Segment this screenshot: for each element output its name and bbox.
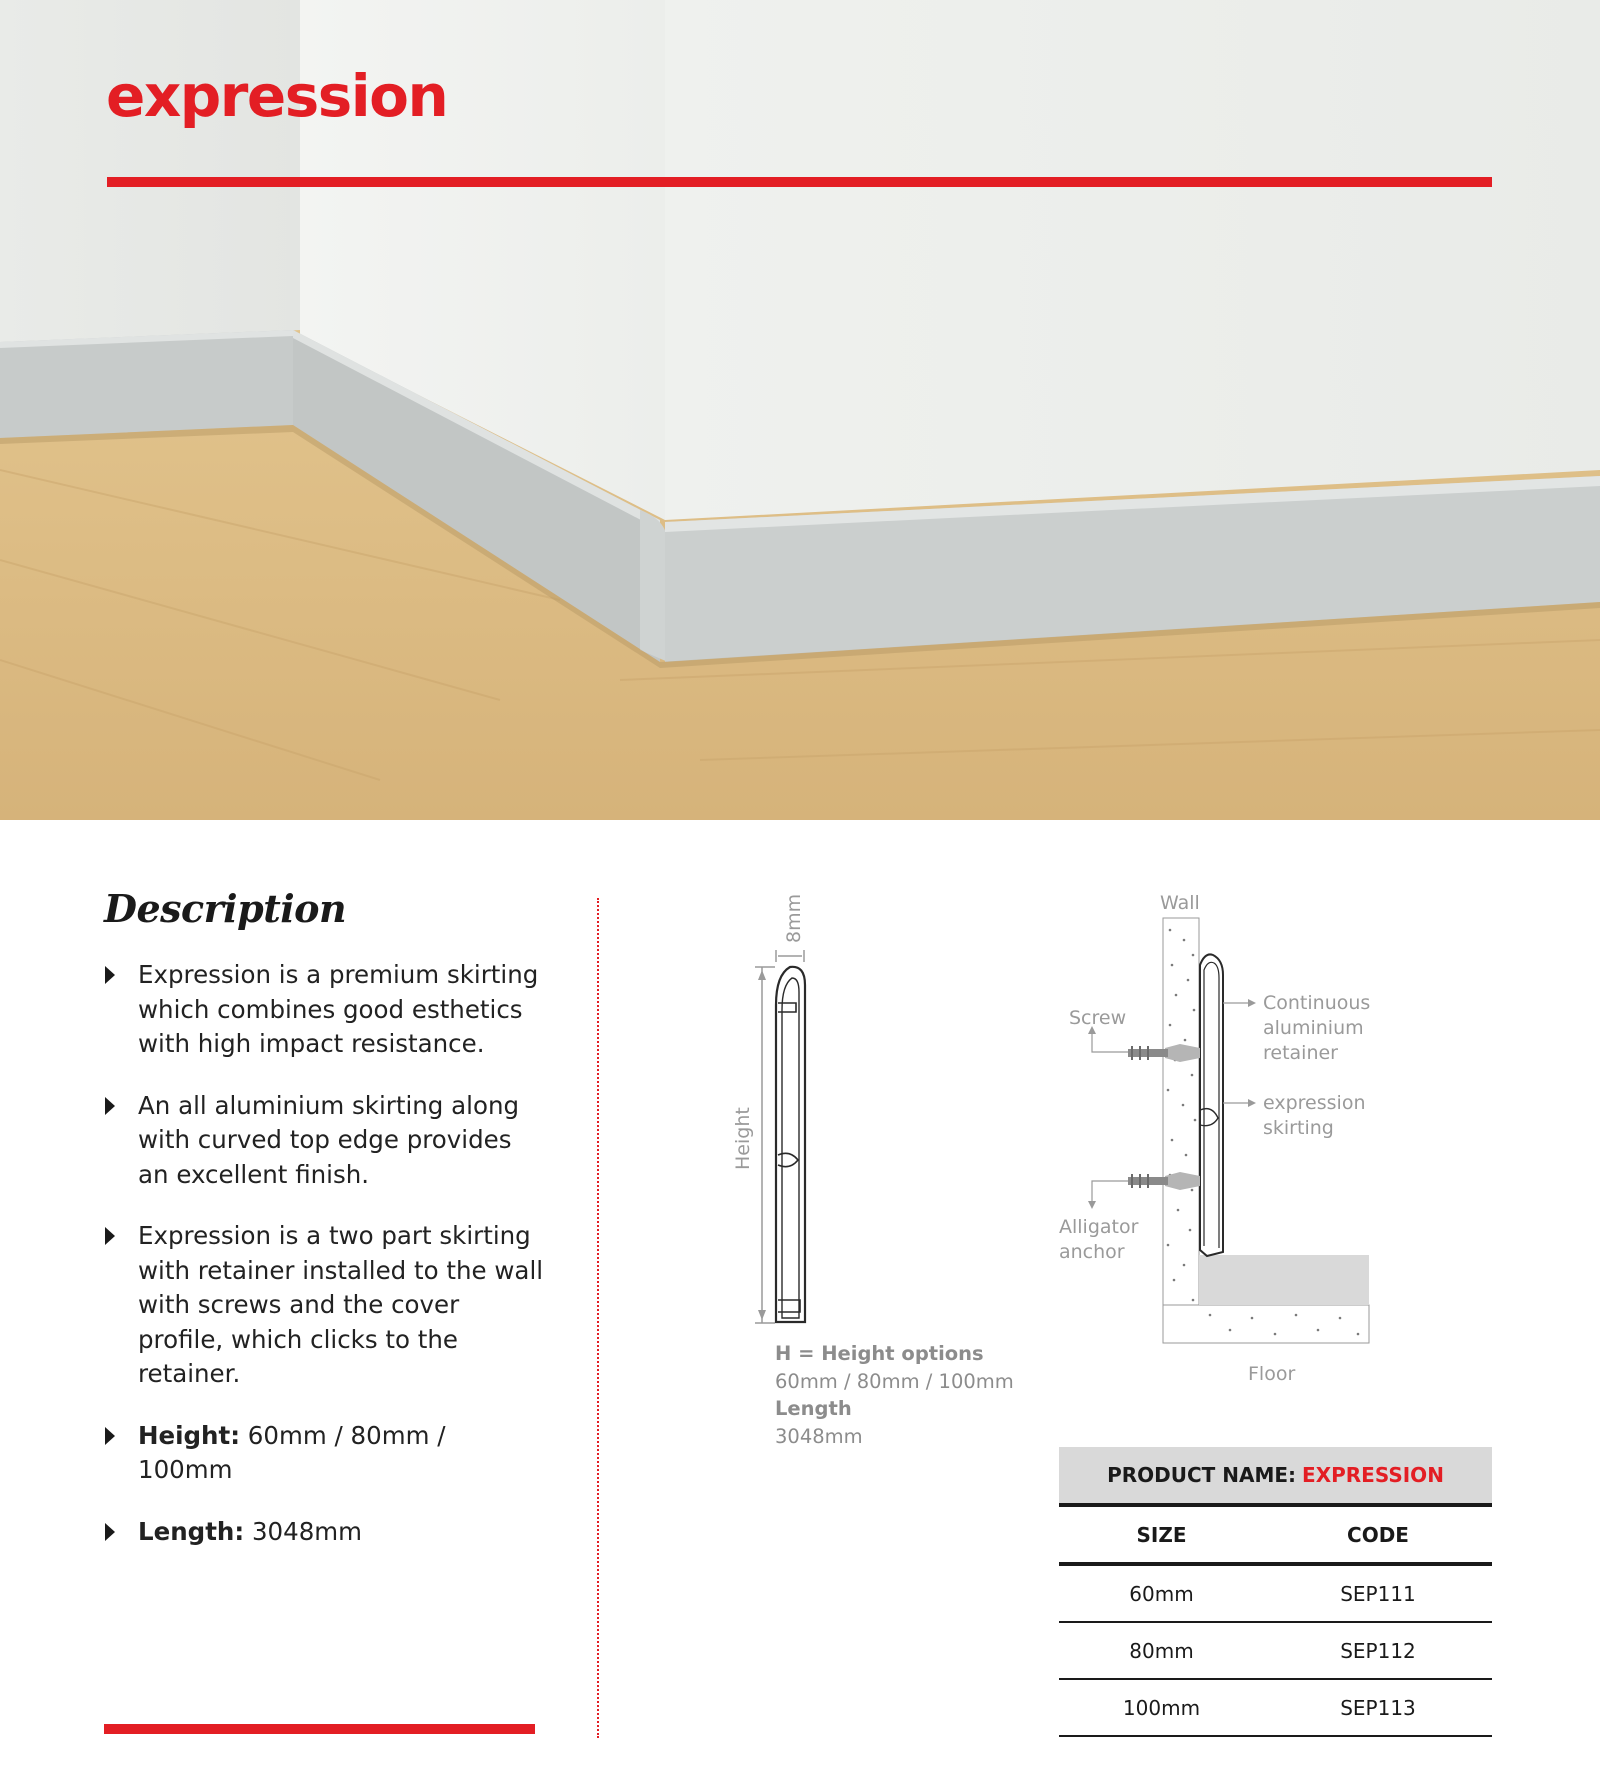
column-header-size: SIZE — [1136, 1522, 1187, 1547]
retainer-label-line2: aluminium — [1263, 1017, 1364, 1039]
brand-title: expression — [106, 62, 448, 130]
column-header-code: CODE — [1347, 1522, 1409, 1547]
description-heading: Description — [104, 886, 347, 931]
bullet-text: An all aluminium skirting along with curved top edge provides an excellent finish. — [138, 1090, 520, 1189]
length-value: 3048mm — [775, 1424, 863, 1448]
length-title: Length — [775, 1397, 852, 1420]
bullet-label: Length: — [138, 1516, 245, 1546]
code-cell: SEP111 — [1340, 1581, 1416, 1606]
screw-label: Screw — [1069, 1007, 1127, 1029]
code-cell: SEP112 — [1340, 1638, 1416, 1663]
bullet-text: Expression is a premium skirting which combines good esthetics with high impact resistance. — [138, 960, 539, 1058]
floor-label: Floor — [1248, 1363, 1296, 1385]
floor-section — [1163, 1305, 1369, 1343]
wall-label: Wall — [1160, 892, 1200, 914]
table-header-row — [1059, 1507, 1492, 1566]
product-table — [1059, 1447, 1492, 1737]
bullet-text: 3048mm — [244, 1516, 363, 1546]
bullet-label: Height: — [138, 1420, 241, 1450]
size-cell: 100mm — [1122, 1695, 1201, 1720]
height-options-values: 60mm / 80mm / 100mm — [775, 1369, 1014, 1393]
retainer-label-line1: Continuous — [1263, 992, 1371, 1014]
size-cell: 80mm — [1129, 1638, 1194, 1663]
height-options-title: H = Height options — [775, 1342, 984, 1365]
anchor-label-line2: anchor — [1059, 1241, 1125, 1263]
anchor-leader-line — [1092, 1181, 1128, 1205]
profile-cross-section — [732, 894, 805, 1323]
skirting-label-line1: expression — [1263, 1092, 1366, 1114]
skirting-label-line2: skirting — [1263, 1117, 1334, 1139]
table-row — [1059, 1623, 1492, 1680]
installation-section — [1059, 892, 1370, 1385]
retainer-label-line3: retainer — [1263, 1042, 1338, 1064]
anchor-label-line1: Alligator — [1059, 1216, 1139, 1238]
wall-section — [1163, 918, 1199, 1343]
height-label: Height — [732, 1107, 754, 1170]
thickness-label: 8mm — [783, 893, 805, 943]
floor-covering — [1199, 1255, 1369, 1305]
product-table-title — [1059, 1447, 1492, 1507]
bullet-text: 60mm / 80mm / 100mm — [138, 1420, 446, 1484]
code-cell: SEP113 — [1340, 1695, 1416, 1720]
table-row — [1059, 1566, 1492, 1623]
product-name-label: PRODUCT NAME: — [1107, 1463, 1297, 1487]
size-cell: 60mm — [1129, 1581, 1194, 1606]
profile-caption — [775, 1340, 1014, 1450]
bullet-text: Expression is a two part skirting with retainer installed to the wall with screws and the cover profile, which clicks to the retainer. — [138, 1221, 544, 1388]
screw-leader-line — [1092, 1030, 1128, 1052]
product-name-value: EXPRESSION — [1302, 1463, 1444, 1487]
table-row — [1059, 1680, 1492, 1737]
